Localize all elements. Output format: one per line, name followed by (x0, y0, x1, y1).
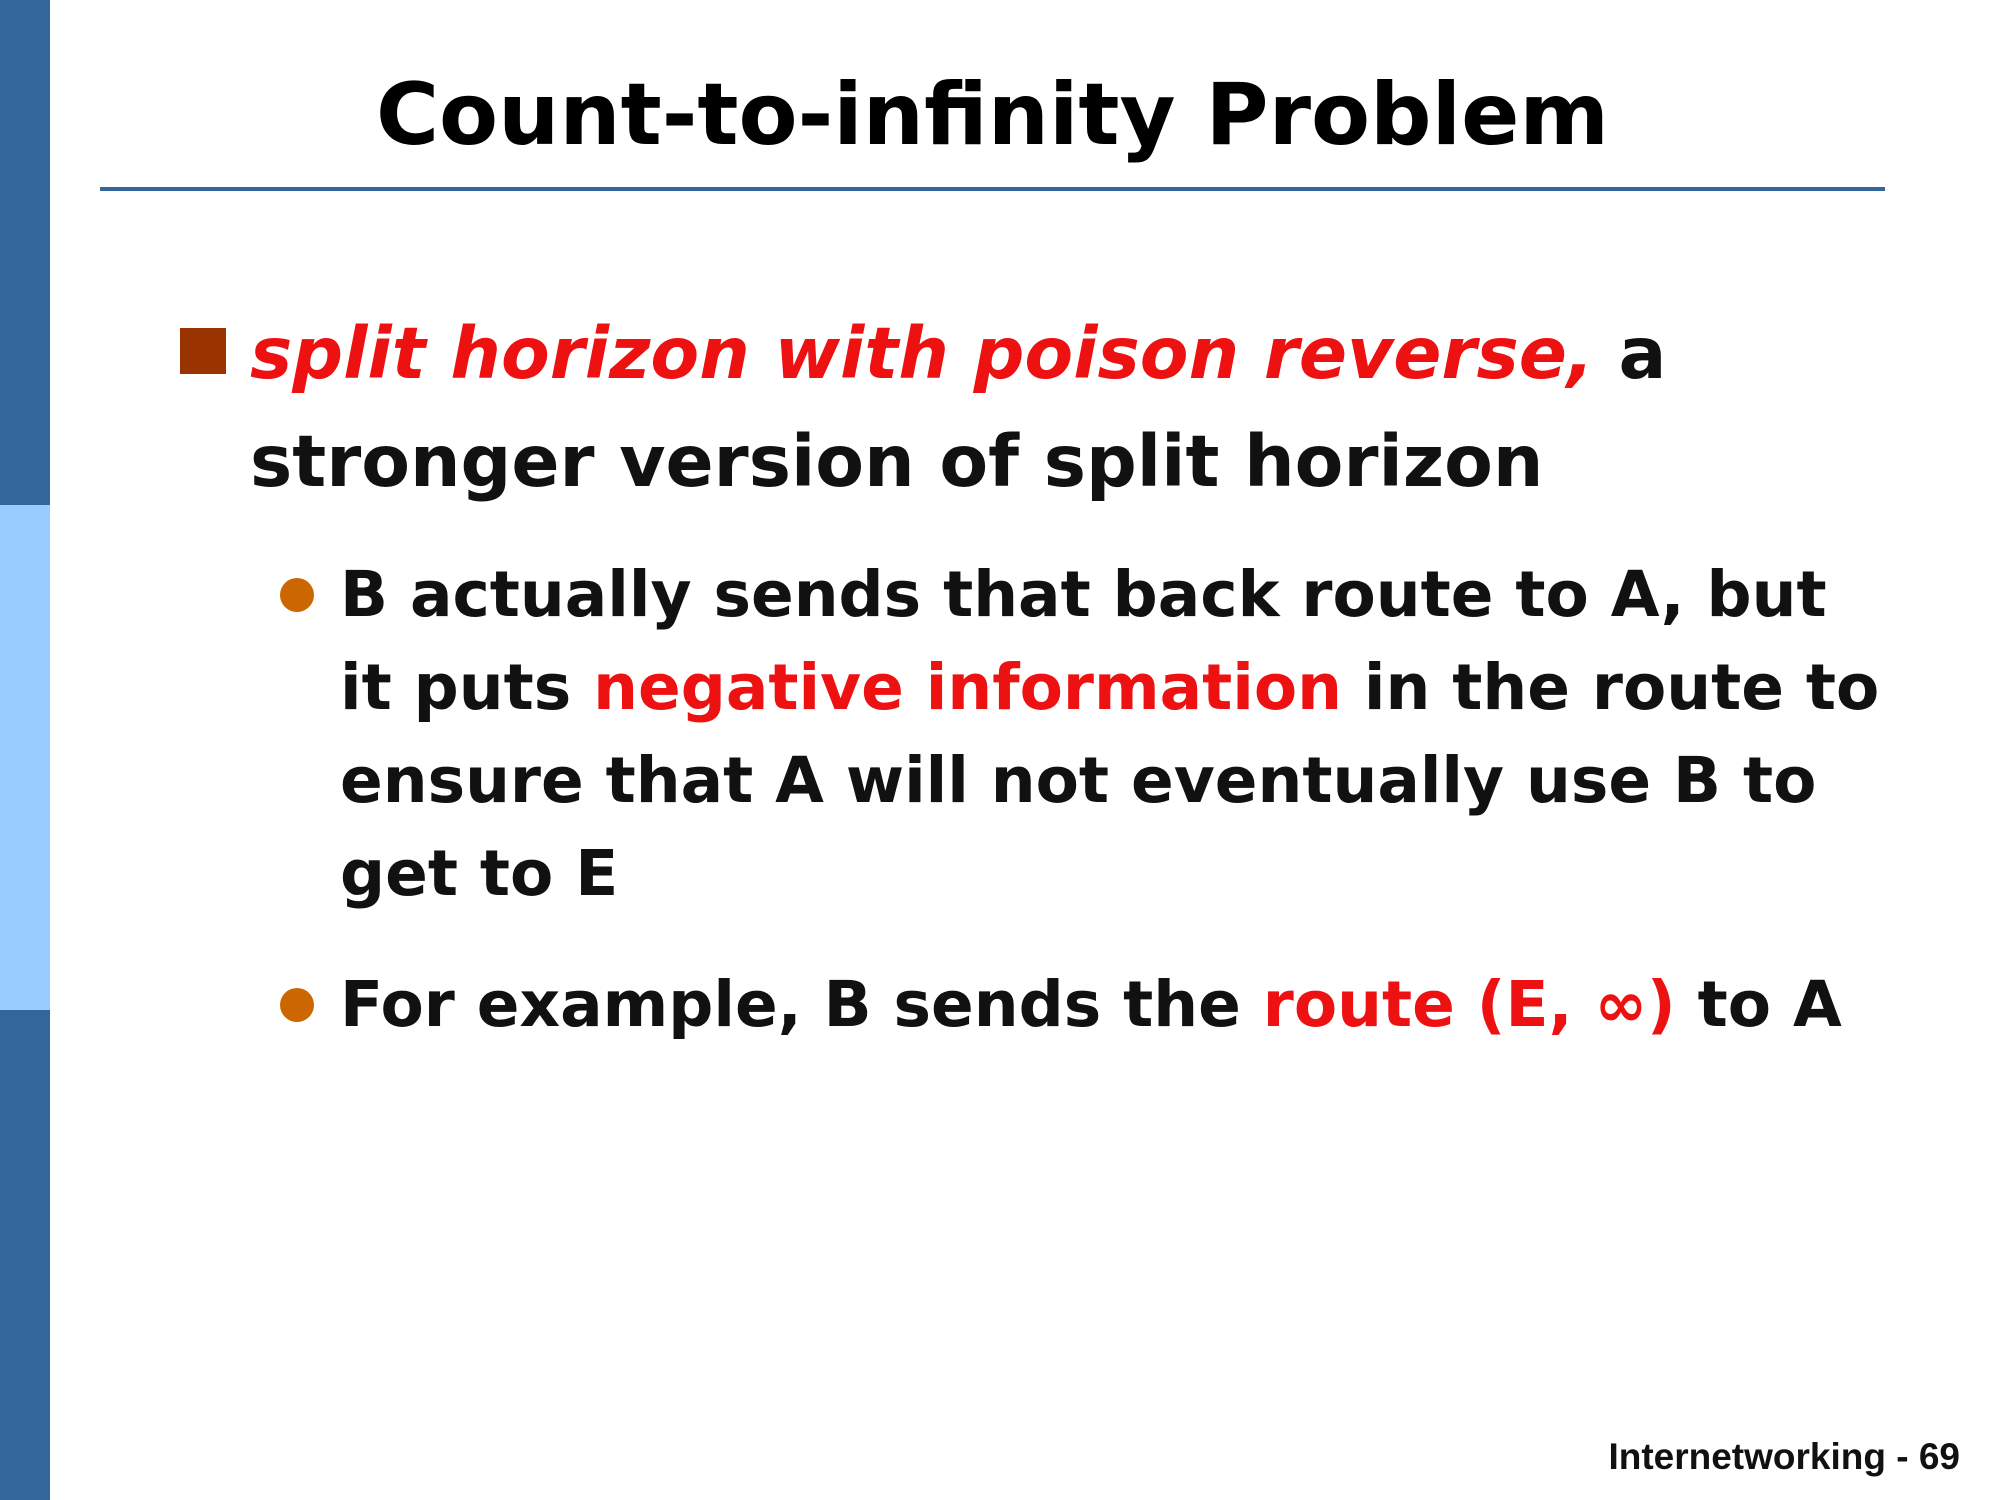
accent-bar-middle (0, 505, 50, 1010)
accent-bar-top (0, 0, 50, 505)
title-divider (100, 187, 1885, 191)
accent-bar-bottom (0, 1010, 50, 1500)
sub-bullet-1-emphasis: negative information (593, 651, 1342, 724)
left-accent-bar (0, 0, 50, 1500)
sub-bullet-2-part1: For example, B sends the (340, 968, 1263, 1041)
sub-bullet-2-part2: to A (1675, 968, 1842, 1041)
square-bullet-icon (180, 328, 226, 374)
sub-bullet-1 (280, 548, 1900, 920)
bullet-main-text (250, 300, 1920, 516)
bullet-main-rest: a stronger version of split horizon (250, 312, 1667, 503)
sub-bullet-1-part1: B actually sends that back route to A, but it puts (340, 558, 1827, 724)
sub-bullet-2-text (340, 958, 1900, 1051)
round-bullet-icon (280, 988, 314, 1022)
sub-bullet-2 (280, 958, 1900, 1051)
sub-bullet-1-part2: in the route to ensure that A will not eventually use B to get to E (340, 651, 1880, 910)
slide-title: Count-to-infinity Problem (375, 65, 1610, 165)
bullet-main (180, 300, 1920, 516)
slide-footer: Internetworking - 69 (1608, 1436, 1960, 1477)
round-bullet-icon (280, 578, 314, 612)
bullet-main-emphasis: split horizon with poison reverse, (250, 312, 1594, 395)
sub-bullet-1-text (340, 548, 1900, 920)
sub-bullet-2-emphasis: route (E, ∞) (1262, 968, 1676, 1041)
